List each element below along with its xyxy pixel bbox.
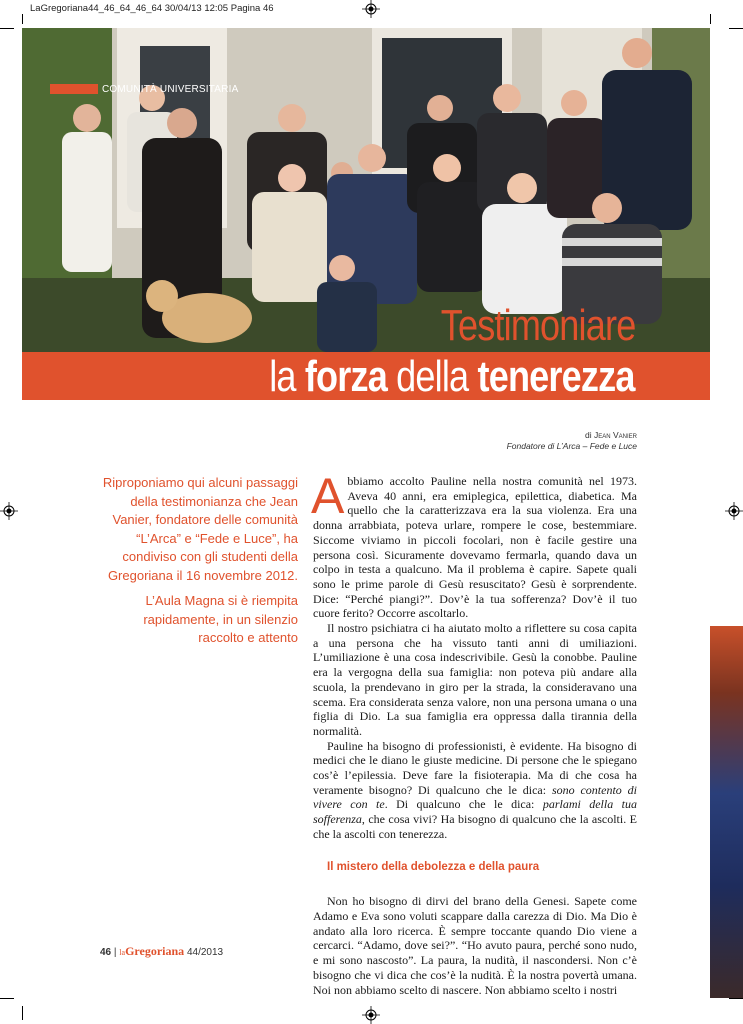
crop-mark: [22, 1006, 23, 1020]
section-marker: [50, 84, 98, 94]
body-paragraph: [313, 739, 637, 842]
body-text: bbiamo accolto Pauline nella nostra comunità nel 1973. Aveva 40 anni, era emiplegica, epilettica, diabetica. Ma quello che la caratterizzava era la sua violenza. Era una donna arrabbiata, poteva urlare, rompere le cose, bestemmiare. Siccome viviamo in piccoli focolari, non è facile gestire una persona così. Sicuramente dovevamo fermarla, quando dava un colpo in testa a qualcuno. Ma il problema è capire. Sapete quali sono le prime parole di Gesù resuscitato? Gesù è sorprendente. Dice: “Perché piangi?”. Dov’è la tua sofferenza? Dov’è il tuo cuore ferito? Occorre ascoltarlo.: [313, 474, 637, 621]
registration-mark-icon: [362, 1006, 380, 1024]
footer-separator: |: [113, 947, 117, 958]
side-photo-strip: [710, 626, 743, 998]
article-body: [311, 468, 637, 997]
byline-role: Fondatore di L’Arca – Fede e Luce: [506, 441, 637, 451]
crop-mark: [0, 28, 14, 29]
standfirst-paragraph: L’Aula Magna si è riempita rapidamente, in un silenzio raccolto e attento: [143, 593, 298, 645]
byline-prefix: di: [585, 430, 592, 440]
brand-name: Gregoriana: [125, 944, 185, 958]
body-text: . Di qualcuno che le dica:: [384, 797, 543, 812]
magazine-brand: [119, 944, 184, 958]
byline: [507, 430, 637, 452]
body-paragraph: [311, 468, 637, 621]
crop-mark: [729, 998, 743, 999]
brand-prefix: la: [119, 948, 126, 957]
page-footer: [100, 944, 223, 959]
registration-mark-icon: [362, 0, 380, 18]
body-text: Pauline ha bisogno di professionisti, è evidente. Ha bisogno di medici che le diano le giuste medicine. Di persone che le spiegano cos’è l’epilessia. Deve fare la fisioterapia. Ma di che cosa ha veramente bisogno? Di qualcuno che le dica:: [313, 738, 637, 797]
page-number: 46: [100, 947, 112, 958]
issue-number: 44/2013: [186, 947, 224, 958]
drop-cap: A: [311, 468, 345, 524]
body-text: , che cosa vivi? Ha bisogno di qualcuno che la ascolti. E che la ascolti con tenerezza.: [313, 812, 637, 841]
headline-word: tenerezza: [477, 352, 635, 401]
registration-mark-icon: [725, 502, 743, 520]
byline-author: Jean Vanier: [594, 430, 637, 440]
headline-word: della: [396, 352, 469, 401]
body-italic: parlami della tua sofferenza: [313, 797, 637, 827]
headline-word: la: [269, 352, 297, 401]
crop-mark: [729, 28, 743, 29]
headline-line-2: [270, 352, 635, 402]
body-paragraph: Il nostro psichiatra ci ha aiutato molto a riflettere su cosa capita a una persona che ha vissuto tanti anni di umiliazioni. L’umiliazione è una cosa indescrivibile. Gesù la conobbe. Pauline era la vergogna della sua famiglia: non poteva più andare alla scuola, la prendevano in giro per la strada, la consideravano una scema. Era considerata senza valore, non una persona umana o una figlia di Dio. La sua famiglia era oppressa dalla tirannia della normalità.: [313, 621, 637, 738]
body-italic: sono contento di vivere con te: [313, 782, 637, 812]
section-label: COMUNITÀ UNIVERSITARIA: [102, 84, 239, 95]
standfirst-paragraph: Riproponiamo qui alcuni passaggi della testimonianza che Jean Vanier, fondatore delle comunità “L’Arca” e “Fede e Luce”, ha condiviso con gli studenti della Gregoriana il 16 novembre 2012.: [102, 475, 298, 583]
headline-line-1: Testimoniare: [440, 301, 635, 350]
body-paragraph: Non ho bisogno di dirvi del brano della Genesi. Sapete come Adamo e Eva sono voluti scappare dalla carezza di Dio. Ma Dio è andato alla loro ricerca. È sempre toccante quando Dio viene a cercarci. “Adamo, dove sei?”. “Ho avuto paura, perché sono nudo, e mi sono nascosto”. La paura, la nudità, il nascondersi. Non c’è bisogno che vi dica che cos’è la nudità. È la nostra povertà umana. Noi non abbiamo scelto di nascere. Non abbiamo scelto i nostri: [313, 894, 637, 997]
registration-mark-icon: [0, 502, 18, 520]
standfirst: [100, 474, 298, 655]
headline-word: forza: [305, 352, 388, 401]
subheading: Il mistero della debolezza e della paura: [327, 860, 540, 873]
crop-mark: [0, 998, 14, 999]
crop-mark: [22, 14, 23, 24]
print-slug: LaGregoriana44_46_64_46_64 30/04/13 12:05 Pagina 46: [30, 3, 274, 14]
crop-mark: [710, 14, 711, 24]
